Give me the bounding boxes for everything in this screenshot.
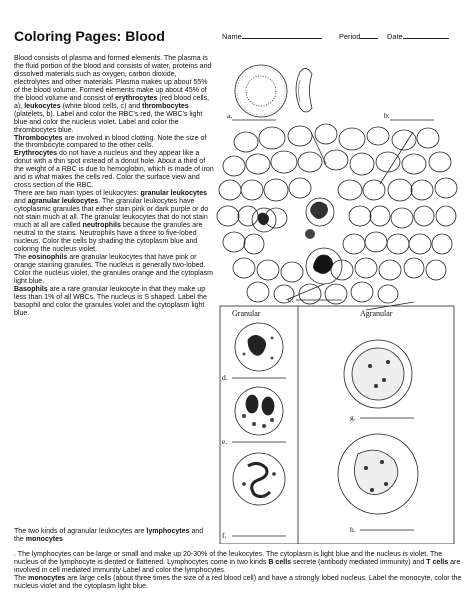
intro-paragraph: Blood consists of plasma and formed elements. The plasma is the fluid portion of the blood and consists of water, proteins and dissolved materials such as oxygen, carbon dioxide, electrolytes and other materials. Plasma makes up about 55% of the blood volume. Formed elements make up about 45% of the blood volume and consist of erythrocytes (red blood cells, a), leukocytes (white blood cells, c) and thrombocytes (platelets, b). Label and color the RBC's red, the WBC's light blue and color the nucleus violet. Label and color the thrombocytes blue. xyxy=(14,55,212,134)
agranular-heading: Agranular xyxy=(360,309,393,318)
period-field[interactable] xyxy=(339,32,378,41)
eosinophils-paragraph: The eosinophils are granular leukocytes that have pink or orange staining granules. The nucleus is generally two-lobed. Color the nucleus violet, the granules orange and the cytoplasm light blue. xyxy=(14,253,213,285)
label-f: f. xyxy=(222,531,227,540)
label-h: h. xyxy=(350,525,356,534)
monocyte-cell xyxy=(338,434,418,514)
label-g: g. xyxy=(350,413,356,422)
blood-cells-figure xyxy=(214,44,470,544)
wbc-in-smear xyxy=(252,198,342,284)
basophil-cell xyxy=(233,453,285,505)
label-e: e. xyxy=(222,437,228,446)
eosinophil-cell xyxy=(235,387,283,435)
label-d: d. xyxy=(222,373,228,382)
label-a: a. xyxy=(227,111,233,120)
date-field[interactable] xyxy=(387,32,449,41)
neutrophil-cell xyxy=(235,323,283,371)
erythrocytes-paragraph: Erythrocytes do not have a nucleus and they appear like a donut with a thin spot instead of a donut hole. About a third of the weight of a RBC is due to hemoglobin, which is made of iron and is what makes the cells red. Color the surface view and cross section of the RBC. xyxy=(14,150,214,190)
lymphocyte-paragraph: . The lymphocytes can be large or small and make up 20-30% of the leukocytes. The cytoplasm is light blue and the nucleus is violet. The nucleus of the lymphocyte is dented or flattened. Lymphocytes come in two kinds B cells secrete (antibody mediated immunity) and T cells are involved in cell mediated immunity Label and color the lymphocytes. The monocytes are large cells (about three times the size of a red blood cell) and have a strongly lobed nucleus. Label the monocyte, color the nucleus violet and the cytoplasm light blue. xyxy=(14,551,464,591)
period-label: Period xyxy=(339,32,361,41)
name-field[interactable] xyxy=(222,32,322,41)
date-label: Date xyxy=(387,32,403,41)
monocytes-paragraph: The monocytes are large cells (about three times the size of a red blood cell) and have a strongly lobed nucleus. Label the monocyte, color the nucleus violet and the cytoplasm light blue. xyxy=(14,574,462,590)
rbc-surface-view xyxy=(235,65,287,117)
basophils-paragraph: Basophils are a rare granular leukocyte in that they make up less than 1% of all WBCs. The nucleus is S shaped. Label the basophil and color the granules violet and the cytoplasm light blue. xyxy=(14,285,207,317)
body-text-column xyxy=(14,55,214,317)
leukocytes-paragraph: There are two main types of leukocytes: granular leukocytes and agranular leukocytes. The granular leukocytes have cytoplasmic granules that either stain pink or dark purple or do not stain much at all. The granular leukocytes that do not stain much at all are called neutrophils because the granules are neutral to the stains. Neutrophils have a three to five-lobed nucleus. Color the cells by shading the cytoplasm blue and coloring the nucleus violet. xyxy=(14,190,209,253)
name-label: Name xyxy=(222,32,242,41)
lymphocyte-cell xyxy=(344,340,412,408)
blood-smear-cluster xyxy=(217,124,457,304)
rbc-cross-section xyxy=(296,68,312,112)
thrombocytes-paragraph: Thrombocytes are involved in blood clotting. Note the size of the thrombocyte compared to the other cells. xyxy=(14,134,207,150)
granular-heading: Granular xyxy=(232,309,261,318)
lymphocyte-paragraph-start: The two kinds of agranular leukocytes are lymphocytes and the monocytes xyxy=(14,528,204,543)
label-b: b. xyxy=(384,111,390,120)
page-title: Coloring Pages: Blood xyxy=(14,28,165,44)
label-c: c. xyxy=(288,295,294,304)
